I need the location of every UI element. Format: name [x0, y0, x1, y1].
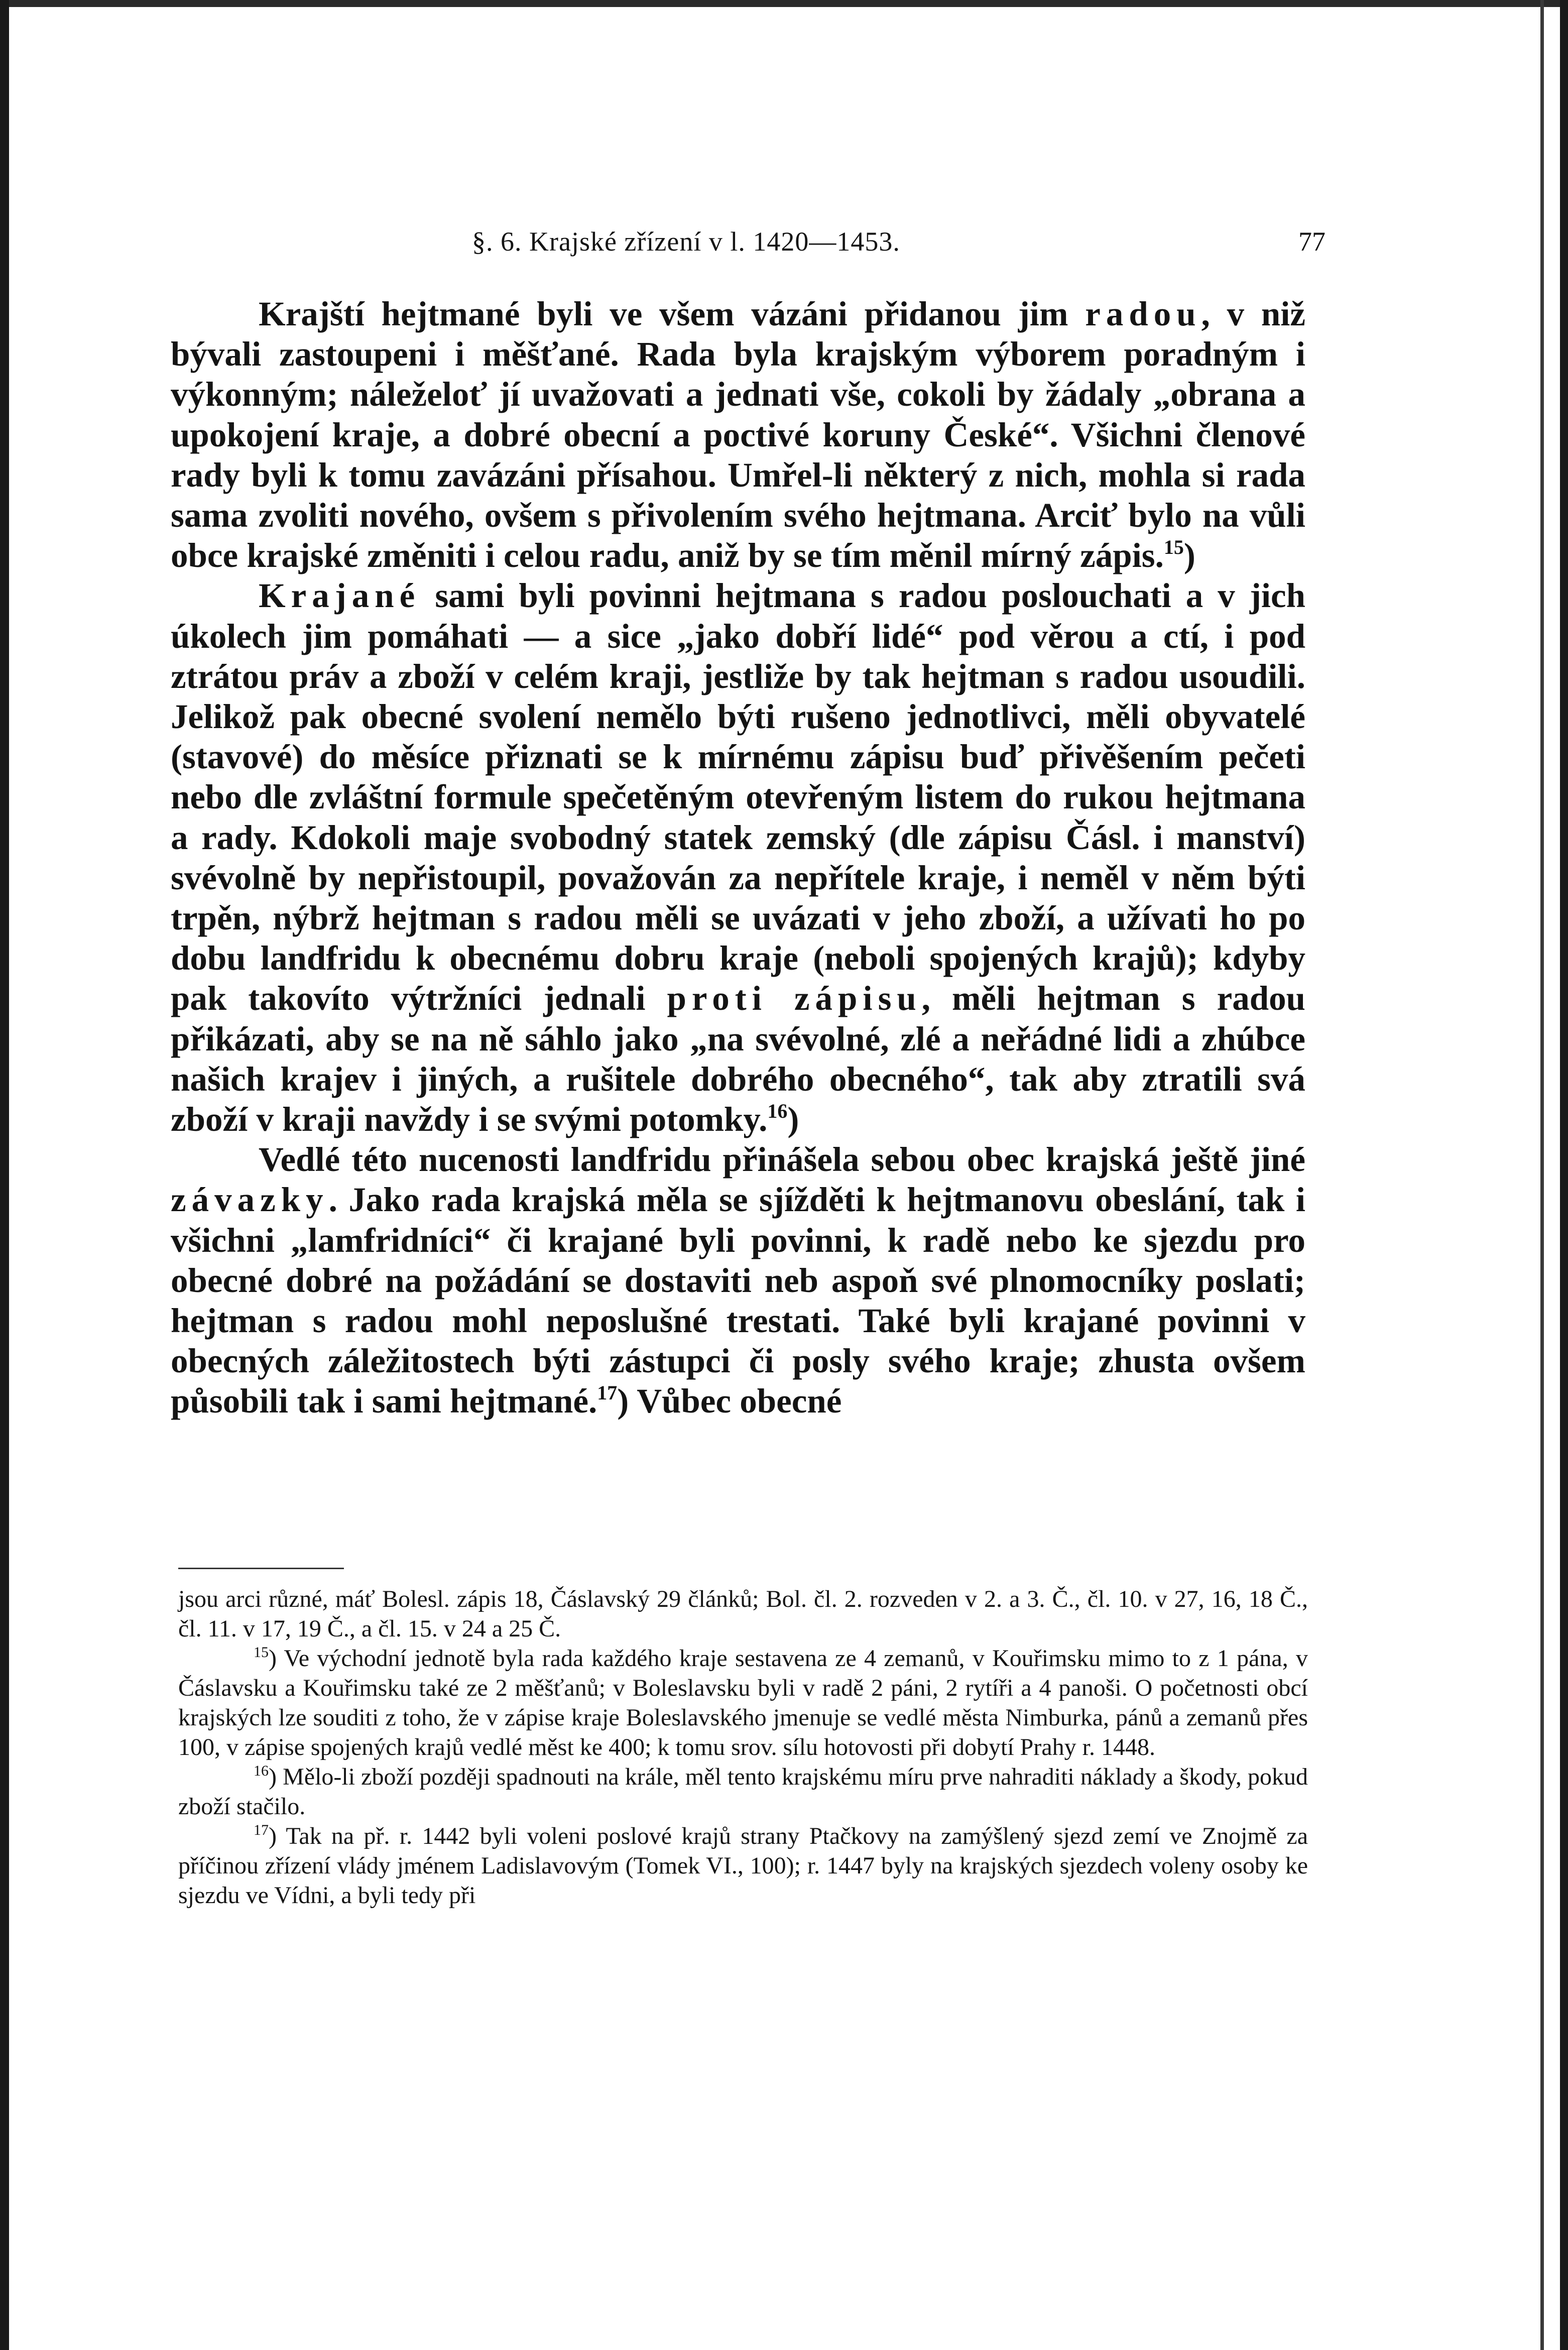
page-header [171, 226, 1325, 266]
paragraph-2: Krajané sami byli povinni hejtmana s radou poslouchati a v jich úkolech jim pomáhati — a sice „jako dobří lidé“ pod věrou a ctí, i pod ztrátou práv a zboží v celém kraji, jestliže by tak hejtman s radou usoudili. Jelikož pak obecné svolení nemělo býti rušeno jednotlivci, měli obyvatelé (stavové) do měsíce přiznati se k mírnému zápisu buď přivěšením pečeti nebo dle zvláštní formule spečetěným otevřeným listem do rukou hejtmana a rady. Kdokoli maje svobodný statek zemský (dle zápisu Čásl. i manství) svévolně by nepřistoupil, považován za nepřítele kraje, i neměl v něm býti trpěn, nýbrž hejtman s radou měli se uvázati v jeho zboží, a užívati ho po dobu landfridu k obecnému dobru kraje (neboli spojených krajů); kdyby pak takovíto výtržníci jednali proti zápisu, měli hejtman s radou přikázati, aby se na ně sáhlo jako „na svévolné, zlé a neřádné lidi a zhúbce našich krajev i jiných, a rušitele dobrého obecného“, tak aby ztratili svá zboží v kraji navždy i se svými potomky.$^{16}$) [171, 576, 1305, 1139]
running-head: §. 6. Krajské zřízení v l. 1420—1453. [472, 226, 900, 257]
paragraph-1: Krajští hejtmané byli ve všem vázáni přidanou jim radou, v niž bývali zastoupeni i měšťané. Rada byla krajským výborem poradným i výkonným; náleželoť jí uvažovati a jednati vše, cokoli by žádaly „obrana a upokojení kraje, a dobré obecní a poctivé koruny České“. Všichni členové rady byli k tomu zavázáni přísahou. Umřel-li některý z nich, mohla si rada sama zvoliti nového, ovšem s přivolením svého hejtmana. Arciť bylo na vůli obce krajské změniti i celou radu, aniž by se tím měnil mírný zápis.$^{15}$) [171, 295, 1306, 575]
p3-text-b: . Jako rada krajská měla se sjížděti k hejtmanovu obeslání, tak i všichni „lamfridníci“ či krajané byli povinni, k radě nebo ke sjezdu pro obecné dobré na požádání se dostaviti neb aspoň své plnomocníky poslati; hejtman s radou mohl neposlušné trestati. Také byli krajané povinni v obecných záležitostech býti zástupci či posly svého kraje; zhusta ovšem působili tak i sami hejtmané. [171, 1181, 1305, 1421]
footnote-ref-16: 16 [767, 1100, 788, 1123]
footnote-15 [178, 1643, 1308, 1762]
scan-edge-left [0, 0, 9, 2350]
footnote-continuation: jsou arci různé, máť Bolesl. zápis 18, Čáslavský 29 článků; Bol. čl. 2. rozveden v 2. a 3. Č., čl. 10. v 27, 16, 18 Č., čl. 11. v 17, 19 Č., a čl. 15. v 24 a 25 Č. [178, 1586, 1308, 1642]
footnote-16-mark: 16 [254, 1762, 269, 1779]
footnote-ref-17: 17 [597, 1381, 618, 1404]
p2-spaced-phrase: proti zápisu [667, 979, 922, 1018]
p1-text: Krajští hejtmané byli ve všem vázáni přidanou jim [259, 295, 1068, 333]
p2-text-b: , měli hejtman s radou přikázati, aby se na ně sáhlo jako „na svévolné, zlé a neřádné lidi a zhúbce našich krajev i jiných, a rušitele dobrého obecného“, tak aby ztratili svá zboží v kraji navždy i se svými potomky. [171, 979, 1305, 1139]
scan-edge-right-inner [1540, 0, 1544, 2350]
footnote-16 [178, 1762, 1308, 1821]
p3-text-a: Vedlé této nucenosti landfridu přinášela sebou obec krajská ještě jiné [259, 1140, 1305, 1179]
footnote-15-mark: 15 [254, 1644, 269, 1661]
footnote-17-text: ) Tak na př. r. 1442 byli voleni poslové krajů strany Ptačkovy na zamýšlený sjezd zemí ve Znojmě za příčinou zřízení vlády jménem Ladislavovým (Tomek VI., 100); r. 1447 byly na krajských sjezdech voleny osoby ke sjezdu ve Vídni, a byli tedy při [178, 1823, 1308, 1909]
footnote-15-text: ) Ve východní jednotě byla rada každého kraje sestavena ze 4 zemanů, v Kouřimsku mimo to z 1 pána, v Čáslavsku a Kouřimsku také ze 2 měšťanů; v Boleslavsku byli v radě 2 páni, 2 rytíři a 4 panoši. O početnosti obcí krajských lze souditi z toho, že v zápise kraje Boleslavského jmenuje se vedlé města Nimburka, pánů a zemanů přes 100, v zápise spojených krajů vedlé měst ke 400; k tomu srov. sílu hotovosti při dobytí Prahy r. 1448. [178, 1645, 1308, 1760]
footnotes [178, 1584, 1308, 1910]
p2-spaced-word: Krajané [259, 576, 421, 615]
page-number: 77 [1298, 226, 1325, 257]
main-text [171, 294, 1305, 1422]
p3-spaced-word: závazky [171, 1181, 329, 1219]
footnote-ref-15: 15 [1163, 536, 1184, 559]
p1-spaced-word: radou [1085, 295, 1201, 333]
scan-edge-right [1560, 0, 1568, 2350]
footnote-17-mark: 17 [254, 1822, 269, 1838]
p1-rest: , v niž bývali zastoupeni i měšťané. Rada byla krajským výborem poradným i výkonným; náleželoť jí uvažovati a jednati vše, cokoli by žádaly „obrana a upokojení kraje, a dobré obecní a poctivé koruny České“. Všichni členové rady byli k tomu zavázáni přísahou. Umřel-li některý z nich, mohla si rada sama zvoliti nového, ovšem s přivolením svého hejtmana. Arciť bylo na vůli obce krajské změniti i celou radu, aniž by se tím měnil mírný zápis. [171, 295, 1306, 575]
footnote-16-text: ) Mělo-li zboží později spadnouti na krále, měl tento krajskému míru prve nahraditi náklady a škody, pokud zboží stačilo. [178, 1764, 1308, 1820]
p2-text-a: sami byli povinni hejtmana s radou poslouchati a v jich úkolech jim pomáhati — a sice „jako dobří lidé“ pod věrou a ctí, i pod ztrátou práv a zboží v celém kraji, jestliže by tak hejtman s radou usoudili. Jelikož pak obecné svolení nemělo býti rušeno jednotlivci, měli obyvatelé (stavové) do měsíce přiznati se k mírnému zápisu buď přivěšením pečeti nebo dle zvláštní formule spečetěným otevřeným listem do rukou hejtmana a rady. Kdokoli maje svobodný statek zemský (dle zápisu Čásl. i manství) svévolně by nepřistoupil, považován za nepřítele kraje, i neměl v něm býti trpěn, nýbrž hejtman s radou měli se uvázati v jeho zboží, a užívati ho po dobu landfridu k obecnému dobru kraje (neboli spojených krajů); kdyby pak takovíto výtržníci jednali [171, 576, 1305, 1018]
paragraph-3: Vedlé této nucenosti landfridu přinášela sebou obec krajská ještě jiné závazky. Jako rada krajská měla se sjížděti k hejtmanovu obeslání, tak i všichni „lamfridníci“ či krajané byli povinni, k radě nebo ke sjezdu pro obecné dobré na požádání se dostaviti neb aspoň své plnomocníky poslati; hejtman s radou mohl neposlušné trestati. Také byli krajané povinni v obecných záležitostech býti zástupci či posly svého kraje; zhusta ovšem působili tak i sami hejtmané.$^{17}$) Vůbec obecné [171, 1140, 1305, 1421]
p3-text-c: Vůbec obecné [629, 1382, 842, 1421]
footnote-rule [178, 1568, 344, 1569]
footnote-17 [178, 1821, 1308, 1910]
scan-edge-top [0, 0, 1568, 7]
